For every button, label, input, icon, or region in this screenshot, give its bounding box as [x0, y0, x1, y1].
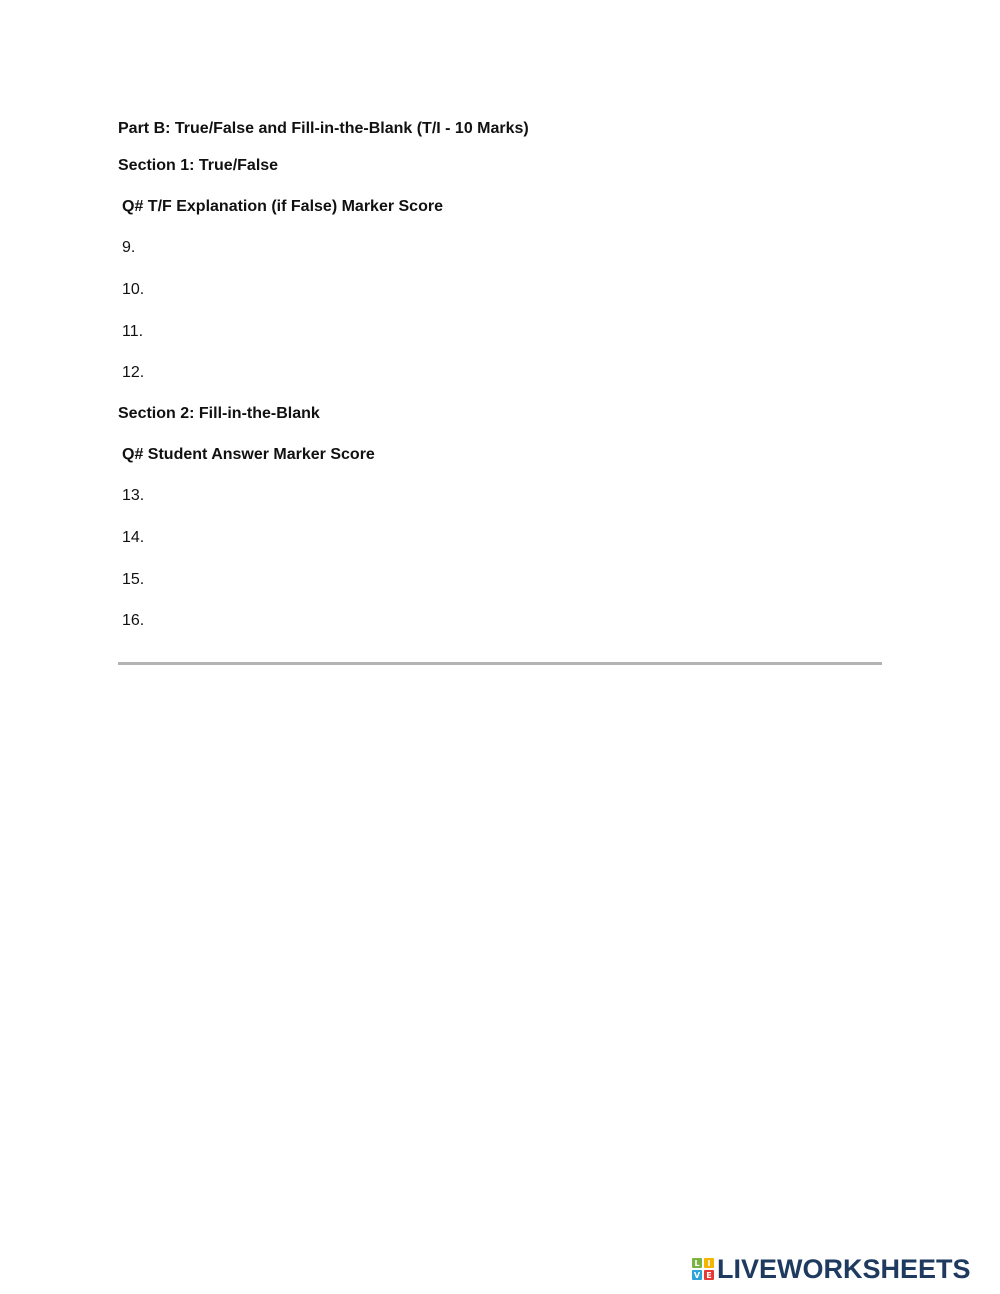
logo-text: LIVEWORKSHEETS — [717, 1254, 971, 1284]
question-number: 15. — [122, 571, 145, 588]
question-number: 11. — [122, 323, 144, 340]
question-number: 10. — [122, 281, 145, 298]
section2-table-header: Q# Student Answer Marker Score — [122, 446, 375, 463]
liveworksheets-logo — [692, 1256, 971, 1282]
question-number: 12. — [122, 364, 145, 381]
logo-mark-tile: E — [704, 1270, 714, 1280]
section1-heading: Section 1: True/False — [118, 157, 279, 174]
question-number: 13. — [122, 487, 145, 504]
logo-mark-tile: I — [704, 1258, 714, 1268]
logo-mark-tile: V — [693, 1270, 701, 1280]
question-number: 9. — [122, 239, 136, 256]
logo-mark-icon — [692, 1258, 714, 1280]
part-title: Part B: True/False and Fill-in-the-Blank (T/I - 10 Marks) — [118, 120, 529, 137]
question-number: 16. — [122, 612, 145, 629]
logo-mark-tile: L — [692, 1258, 702, 1268]
horizontal-rule — [118, 662, 882, 665]
section2-heading: Section 2: Fill-in-the-Blank — [118, 405, 320, 422]
question-number: 14. — [122, 529, 145, 546]
section1-table-header: Q# T/F Explanation (if False) Marker Score — [122, 198, 443, 215]
